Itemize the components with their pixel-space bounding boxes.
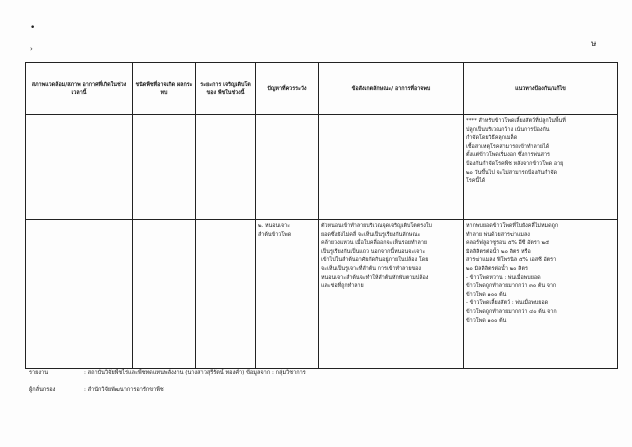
solution-line: กำจัดโดยวิธีคลุกเมล็ด	[466, 135, 518, 142]
symptom-line: และช่อที่ถูกทำลาย	[321, 283, 364, 290]
problem-line: ลำต้นข้าวโพด	[258, 231, 292, 238]
solution-line: ทำลาย พ่นด้วยสารฆ่าแมลง	[466, 231, 530, 238]
solution-line: สารฆ่าแมลง ฟิโพรนิล ๕% เอสซี อัตรา	[466, 257, 557, 264]
header-problem: ปัญหาที่ควรระวัง	[256, 63, 319, 115]
reporter-label: รายงาน	[29, 370, 49, 376]
header-symptoms: ข้อสังเกตลักษณะ/ อาการที่อาจพบ	[319, 63, 464, 115]
solution-line: **** สำหรับข้าวโพดเลี้ยงสัตว์ที่ปลูกในพื้นที่	[466, 118, 566, 124]
cell-crop-type	[133, 220, 196, 369]
pest-advisory-table	[25, 62, 618, 369]
table-row	[26, 220, 618, 369]
solution-line: เชื้อสาเหตุโรคสามารถเข้าทำลายได้	[466, 143, 550, 150]
header-crop-type: ชนิดพืชที่อาจเกิด ผลกระทบ	[133, 63, 196, 115]
cell-growth-stage	[196, 115, 256, 220]
scan-mark-top-left: •	[30, 23, 36, 33]
solution-line: คลอร์ฟลูอาซูรอน ๕% อีซี อัตรา ๒๕	[466, 240, 550, 247]
symptom-line: ยอดซึ่งยังไม่คลี่ จะเห็นเป็นรูเรียงกันลักษณะ	[321, 231, 421, 238]
cell-problem	[256, 220, 319, 369]
solution-line: ข้าวโพดถูกทำลายมากกว่า ๓๐ ต้น จาก	[466, 283, 557, 290]
cell-symptoms	[319, 115, 464, 220]
cell-symptoms	[319, 220, 464, 369]
symptom-line: คล้ายวงแหวน เมื่อใบคลี่ออกจะเห็นรอยทำลาย	[321, 240, 428, 247]
solution-line: ป้องกันกำจัดโรคพืช หลังจากข้าวโพด อายุ	[466, 160, 564, 167]
cell-environment	[26, 220, 133, 369]
solution-line: - ข้าวโพดเลี้ยงสัตว์ : พ่นเมื่อพบยอด	[466, 300, 549, 307]
checker-label: ผู้กลั่นกรอง	[29, 387, 56, 393]
symptom-line: จะเห็นเป็นรูเจาะที่ลำต้น การเข้าทำลายของ	[321, 265, 422, 272]
checker-value: : สำนักวิจัยพัฒนาการอารักขาพืช	[84, 387, 164, 393]
scan-mark-top-left-2: ›	[30, 45, 33, 53]
solution-line: โรคนี้ได้	[466, 178, 486, 185]
header-solution: แนวทางป้องกัน/แก้ไข	[464, 63, 618, 115]
solution-line: ข้าวโพด ๑๐๐ ต้น	[466, 291, 507, 298]
symptom-line: หนอนเจาะลำต้นจะทำให้ลำต้นหักพับตามปล้อง	[321, 274, 429, 281]
solution-line: ๒๐ มิลลิลิตรต่อน้ำ ๒๐ ลิตร	[466, 265, 528, 272]
symptom-line: เข้าไปในลำต้นอาศัยกัดกินอยู่ภายในปล้อง โดย	[321, 257, 429, 264]
cell-environment	[26, 115, 133, 220]
footer-checker	[29, 386, 164, 394]
problem-line: ๒. หนอนเจาะ	[258, 223, 291, 229]
solution-line: ข้าวโพดถูกทำลายมากกว่า ๔๐ ต้น จาก	[466, 308, 557, 315]
cell-crop-type	[133, 115, 196, 220]
solution-line: ข้าวโพด ๑๐๐ ต้น	[466, 317, 507, 324]
solution-line: ตั้งแต่ข้าวโพดเริ่มงอก ซึ่งการพ่นสาร	[466, 152, 550, 159]
solution-line: ๒๐ วันขึ้นไป จะไม่สามารถป้องกันกำจัด	[466, 169, 558, 176]
table-row	[26, 115, 618, 220]
symptom-line: ตัวหนอนเข้าทำลายบริเวณจุดเจริญเติบโตตรงใบ	[321, 223, 432, 229]
solution-line: - ข้าวโพดหวาน : พ่นเมื่อพบยอด	[466, 274, 541, 281]
solution-line: มิลลิลิตรต่อน้ำ ๒๐ ลิตร หรือ	[466, 248, 531, 255]
symptom-line: เป็นรูเรียงกันเป็นแถว นอกจากนี้หนอนจะเจาะ	[321, 248, 426, 255]
solution-line: หากพบยอดข้าวโพดที่ใบยังคลี่ไม่หมดถูก	[466, 223, 559, 229]
solution-line: ปลูกเป็นบริเวณกว้าง เน้นการป้องกัน	[466, 126, 550, 133]
cell-solution	[464, 220, 618, 369]
page-mark-top-right: ษ	[591, 39, 597, 48]
header-growth-stage: ระยะการ เจริญเติบโตของ พืชในช่วงนี้	[196, 63, 256, 115]
header-environment: สภาพแวดล้อม/สภาพ อากาศที่เกิดในช่วงเวลานี้	[26, 63, 133, 115]
footer-reporter	[29, 369, 306, 377]
cell-solution	[464, 115, 618, 220]
table-header-row	[26, 63, 618, 115]
reporter-value: : สถาบันวิจัยพืชไร่และพืชทดแทนพลังงาน (นางสาวสุรีรัตน์ ทองคำ) ข้อมูลจาก : กลุ่มวิชาการ	[84, 370, 306, 376]
cell-problem	[256, 115, 319, 220]
cell-growth-stage	[196, 220, 256, 369]
